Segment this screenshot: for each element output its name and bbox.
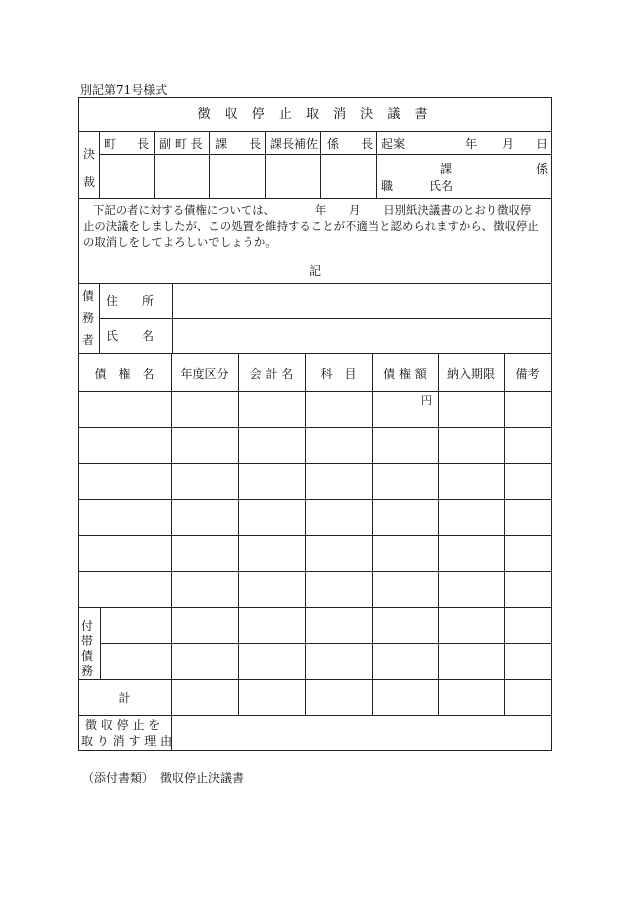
body-line-1: 下記の者に対する債権については、 年 月 日別紙決議書のとおり徴収停 — [93, 203, 532, 217]
yen-unit: 円 — [421, 394, 432, 407]
header-fiscal-year: 年度区分 — [180, 367, 229, 381]
attached-label-1: 付 — [81, 619, 94, 633]
reason-label-1: 徴 収 停 止 を — [85, 718, 161, 732]
form-number: 別記第71号様式 — [80, 83, 168, 97]
header-remarks: 備考 — [515, 367, 540, 381]
header-account-name: 会 計 名 — [249, 367, 294, 381]
attached-label-2: 帯 — [81, 634, 94, 648]
attachment-note: （添付書類） 徴収停止決議書 — [82, 771, 245, 785]
drafter-subsection: 係 — [536, 162, 549, 176]
debtor-address-label: 住 所 — [106, 294, 155, 308]
col-deputy-mayor: 副 町 長 — [159, 137, 203, 151]
attached-label-4: 務 — [81, 664, 94, 678]
draft-year: 年 — [465, 137, 478, 151]
header-item: 科 目 — [320, 367, 357, 381]
approval-label-1: 決 — [83, 147, 96, 161]
form-title: 徴 収 停 止 取 消 決 議 書 — [197, 107, 433, 122]
draft-label: 起案 — [381, 137, 406, 151]
debtor-label-1: 債 — [82, 289, 95, 303]
draft-day: 日 — [536, 137, 549, 151]
debtor-label-2: 務 — [82, 311, 95, 325]
approval-label-2: 裁 — [83, 175, 96, 189]
draft-month: 月 — [502, 137, 515, 151]
col-section-chief-1: 課 — [215, 137, 228, 151]
header-claim-name: 債 権 名 — [94, 367, 155, 381]
body-line-2: 止の決議をしましたが、この処置を維持することが不適当と認められますから、徴収停止 — [83, 219, 539, 233]
drafter-section: 課 — [440, 162, 453, 176]
total-label: 計 — [118, 691, 131, 705]
col-town-mayor-1: 町 — [104, 137, 117, 151]
body-line-3: の取消しをしてよろしいでしょうか。 — [83, 235, 277, 249]
drafter-name: 氏名 — [429, 179, 454, 193]
col-section-chief-2: 長 — [249, 137, 262, 151]
reason-label-2: 取 り 消 す 理 由 — [81, 734, 173, 748]
header-claim-amount: 債 権 額 — [383, 367, 427, 381]
col-unit-chief-2: 長 — [361, 137, 374, 151]
drafter-position: 職 — [381, 179, 394, 193]
col-unit-chief-1: 係 — [327, 137, 340, 151]
header-due-date: 納入期限 — [446, 367, 495, 381]
ki-mark: 記 — [309, 264, 322, 278]
col-town-mayor-2: 長 — [137, 137, 150, 151]
debtor-name-label: 氏 名 — [106, 329, 155, 343]
attached-label-3: 債 — [81, 649, 94, 663]
col-assistant-chief: 課長補佐 — [270, 137, 319, 151]
debtor-label-3: 者 — [82, 333, 95, 347]
